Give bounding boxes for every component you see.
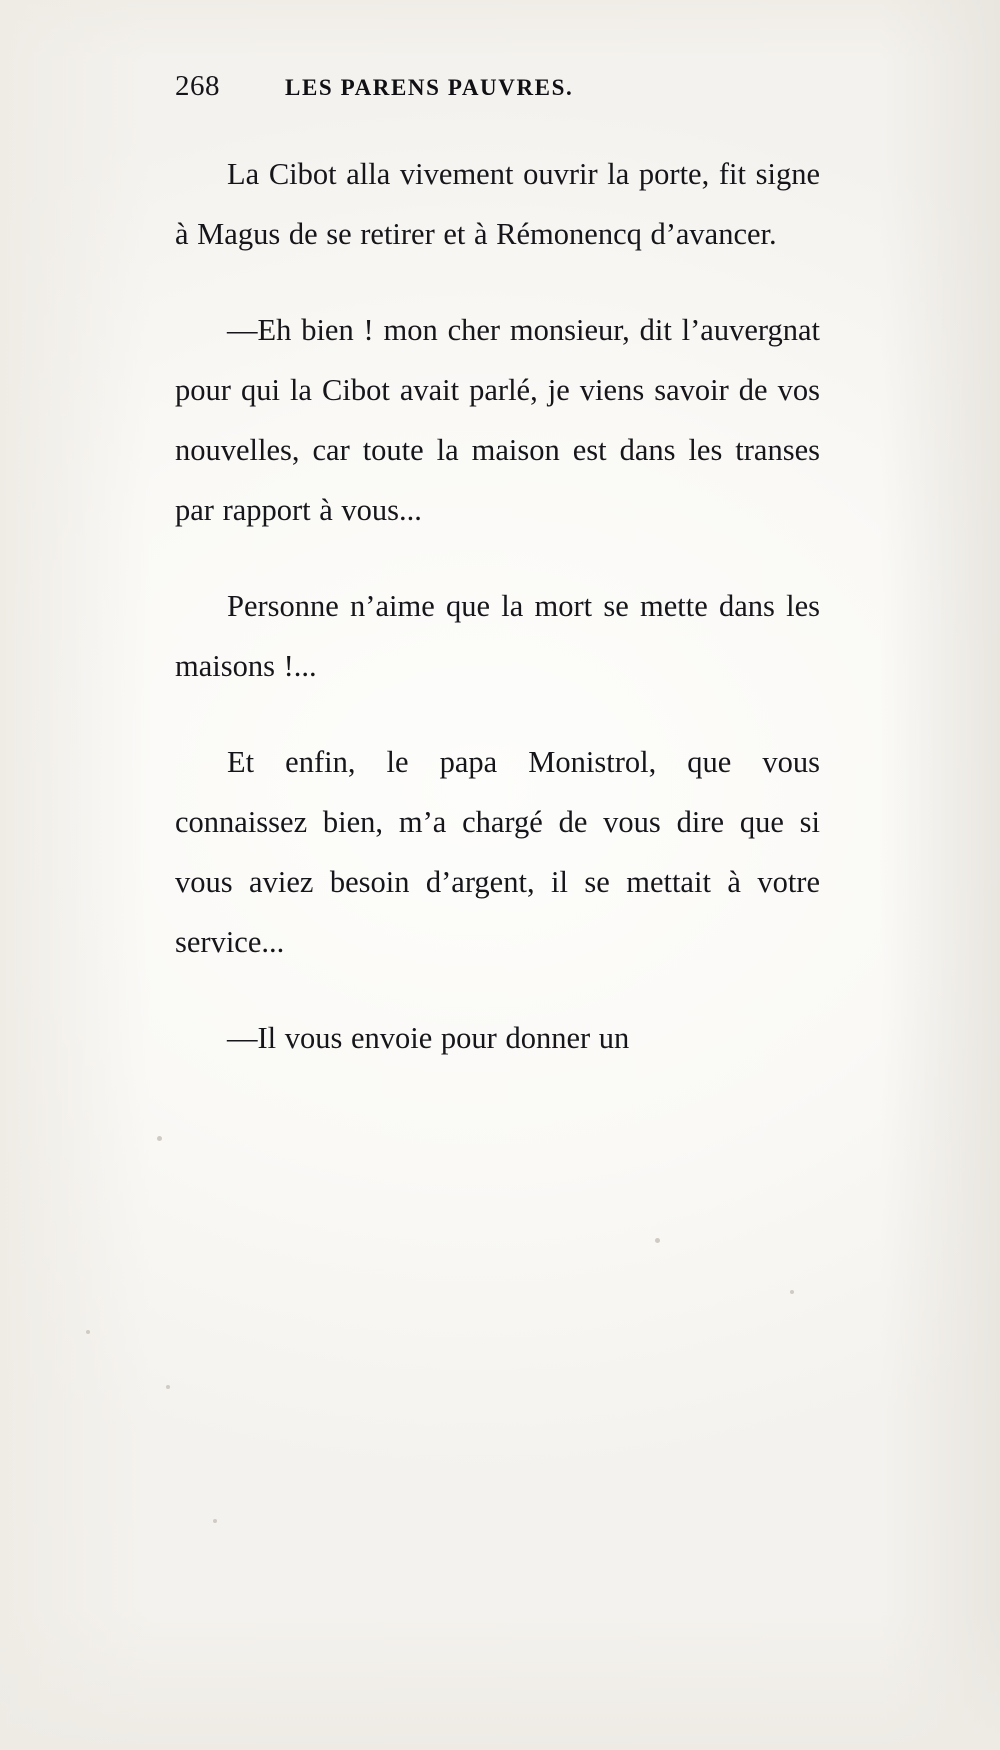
paragraph: Personne n’aime que la mort se mette dans les maisons !... <box>175 589 820 683</box>
scan-speck <box>790 1290 794 1294</box>
page-header <box>175 70 820 110</box>
paragraph: La Cibot alla vivement ouvrir la porte, fit signe à Magus de se retirer et à Rémonencq d’avancer. <box>175 157 820 251</box>
scan-speck <box>86 1330 90 1334</box>
paragraph: —Eh bien ! mon cher monsieur, dit l’auvergnat pour qui la Cibot avait parlé, je viens savoir de vos nouvelles, car toute la maison est dans les transes par rapport à vous... <box>175 313 820 527</box>
scan-speck <box>655 1238 660 1243</box>
paragraph: —Il vous envoie pour donner un <box>227 1021 630 1055</box>
scan-speck <box>213 1519 217 1523</box>
page-number: 268 <box>175 70 220 102</box>
paper-edge-left <box>0 0 150 1750</box>
scan-speck <box>166 1385 170 1389</box>
paper-edge-right <box>880 0 1000 1750</box>
paragraph: Et enfin, le papa Monistrol, que vous connaissez bien, m’a chargé de vous dire que si vous aviez besoin d’argent, il se mettait à votre service... <box>175 745 820 959</box>
paper-edge-top <box>0 0 1000 60</box>
page-text-block <box>175 70 820 1068</box>
running-head: LES PARENS PAUVRES. <box>285 75 574 100</box>
scan-speck <box>157 1136 162 1141</box>
paper-edge-bottom <box>0 1610 1000 1750</box>
